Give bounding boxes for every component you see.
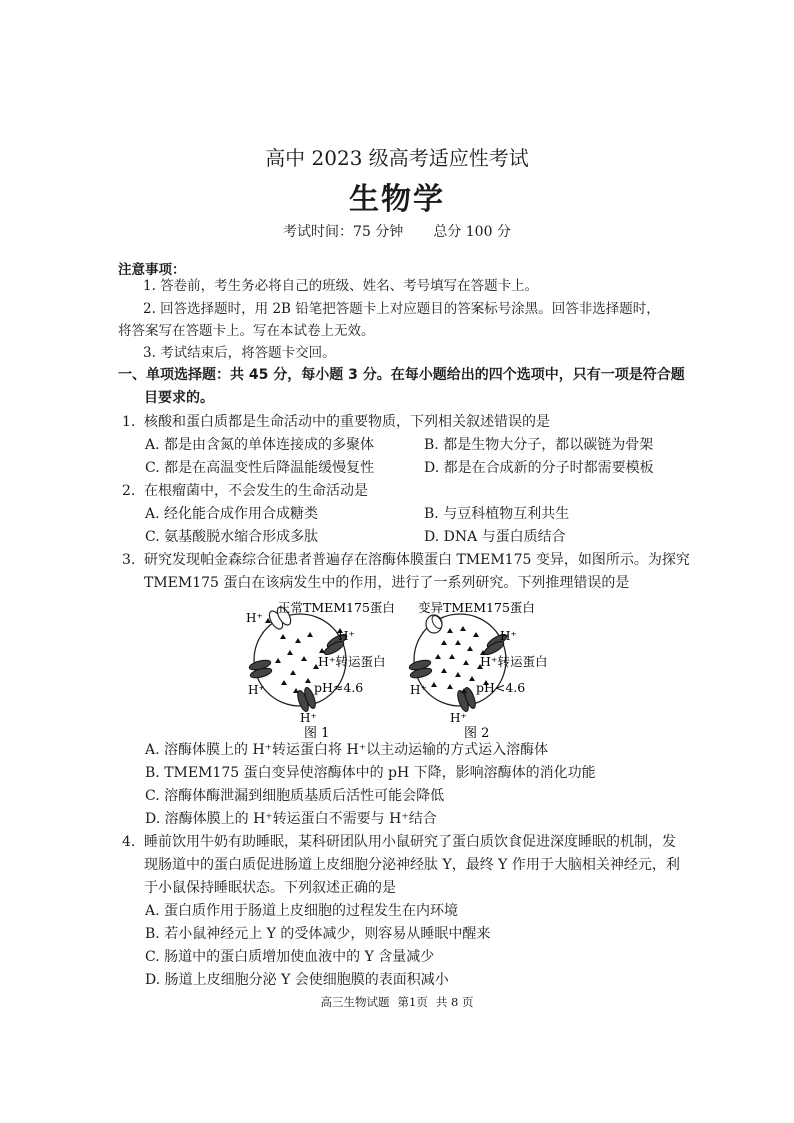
q4-option-a: A. 蛋白质作用于肠道上皮细胞的过程发生在内环境 [145,903,459,919]
figure-2-caption: 图 2 [464,726,490,738]
q2-option-d: D. DNA 与蛋白质结合 [424,529,566,545]
question-4-stem-cont: 现肠道中的蛋白质促进肠道上皮细胞分泌神经肽 Y，最终 Y 作用于大脑相关神经元，利 [144,857,680,873]
transporter-label: H⁺转运蛋白 [318,654,386,669]
figure-2 [408,600,547,738]
q1-option-b: B. 都是生物大分子，都以碳链为骨架 [424,437,654,453]
h-label: H⁺ [500,629,517,643]
question-2 [122,480,368,500]
q3-option-b: B. TMEM175 蛋白变异使溶酶体中的 pH 下降，影响溶酶体的消化功能 [145,765,596,781]
note-2-cont: 将答案写在答题卡上。写在本试卷上无效。 [118,323,375,339]
h-label: H⁺ [248,683,265,697]
question-stem: 核酸和蛋白质都是生命活动中的重要物质，下列相关叙述错误的是 [144,414,550,430]
h-label: H⁺ [450,711,467,725]
exam-total-score: 总分 100 分 [433,224,511,240]
question-number: 3. [122,552,136,568]
notes-heading: 注意事项： [118,262,186,278]
section-heading-cont: 目要求的。 [144,390,214,406]
q4-option-c: C. 肠道中的蛋白质增加使血液中的 Y 含量减少 [145,949,435,965]
question-stem: 研究发现帕金森综合征患者普遍存在溶酶体膜蛋白 TMEM175 变异，如图所示。为探究 [144,552,690,568]
exam-time: 考试时间：75 分钟 [283,224,404,240]
q1-option-c: C. 都是在高温变性后降温能缓慢复性 [145,460,375,476]
h-label: H⁺ [410,683,427,697]
exam-title: 高中 2023 级高考适应性考试 [265,146,529,170]
q1-option-d: D. 都是在合成新的分子时都需要模板 [424,460,654,476]
figure-1-caption: 图 1 [304,726,330,738]
figure-1 [246,600,395,738]
normal-tmem175-label: 正常TMEM175蛋白 [278,600,395,615]
note-1: 1. 答卷前，考生务必将自己的班级、姓名、考号填写在答题卡上。 [143,278,539,294]
question-4 [122,831,676,851]
variant-tmem175-label: 变异TMEM175蛋白 [418,600,535,615]
question-number: 2. [122,483,136,499]
question-number: 4. [122,834,136,850]
section-heading: 一、单项选择题：共 45 分，每小题 3 分。在每小题给出的四个选项中，只有一项是符合题 [118,367,685,383]
q2-option-a: A. 经化能合成作用合成糖类 [145,506,319,522]
ph-normal-label: pH≈4.6 [314,680,364,695]
question-stem: 在根瘤菌中，不会发生的生命活动是 [144,483,368,499]
question-3 [122,549,690,569]
question-4-stem-cont: 于小鼠保持睡眠状态。下列叙述正确的是 [144,880,396,896]
q3-option-c: C. 溶酶体酶泄漏到细胞质基质后活性可能会降低 [145,788,445,804]
q2-option-b: B. 与豆科植物互利共生 [424,506,570,522]
question-number: 1. [122,414,136,430]
h-label: H⁺ [338,629,355,643]
question-3-stem-cont: TMEM175 蛋白在该病发生中的作用，进行了一系列研究。下列推理错误的是 [144,575,630,591]
tmem175-variant [426,614,444,633]
page-footer [0,994,794,1010]
subject-title: 生物学 [349,182,445,217]
question-1 [122,411,550,431]
exam-meta [0,221,794,241]
lysosome-figure [238,598,558,738]
q4-option-d: D. 肠道上皮细胞分泌 Y 会使细胞膜的表面积减小 [145,972,449,988]
q2-option-c: C. 氨基酸脱水缩合形成多肽 [145,529,319,545]
ph-variant-label: pH<4.6 [476,680,526,695]
q3-option-a: A. 溶酶体膜上的 H⁺转运蛋白将 H⁺以主动运输的方式运入溶酶体 [145,742,549,758]
h-transporter [455,686,477,712]
note-3: 3. 考试结束后，将答题卡交回。 [143,345,336,361]
h-transporter [248,658,272,679]
q4-option-b: B. 若小鼠神经元上 Y 的受体减少，则容易从睡眠中醒来 [145,926,491,942]
question-stem: 睡前饮用牛奶有助睡眠，某科研团队用小鼠研究了蛋白质饮食促进深度睡眠的机制，发 [144,834,676,850]
footer-page: 第1页 [397,995,428,1009]
q3-option-d: D. 溶酶体膜上的 H⁺转运蛋白不需要与 H⁺结合 [145,811,437,827]
h-transporter [408,658,432,679]
note-2: 2. 回答选择题时，用 2B 铅笔把答题卡上对应题目的答案标号涂黑。回答非选择题时， [143,301,660,317]
h-label: H⁺ [246,611,263,625]
h-label: H⁺ [300,711,317,725]
footer-title: 高三生物试题 [320,995,390,1009]
footer-total: 共 8 页 [435,995,474,1009]
transporter-label: H⁺转运蛋白 [480,654,548,669]
q1-option-a: A. 都是由含氮的单体连接成的多聚体 [145,437,375,453]
